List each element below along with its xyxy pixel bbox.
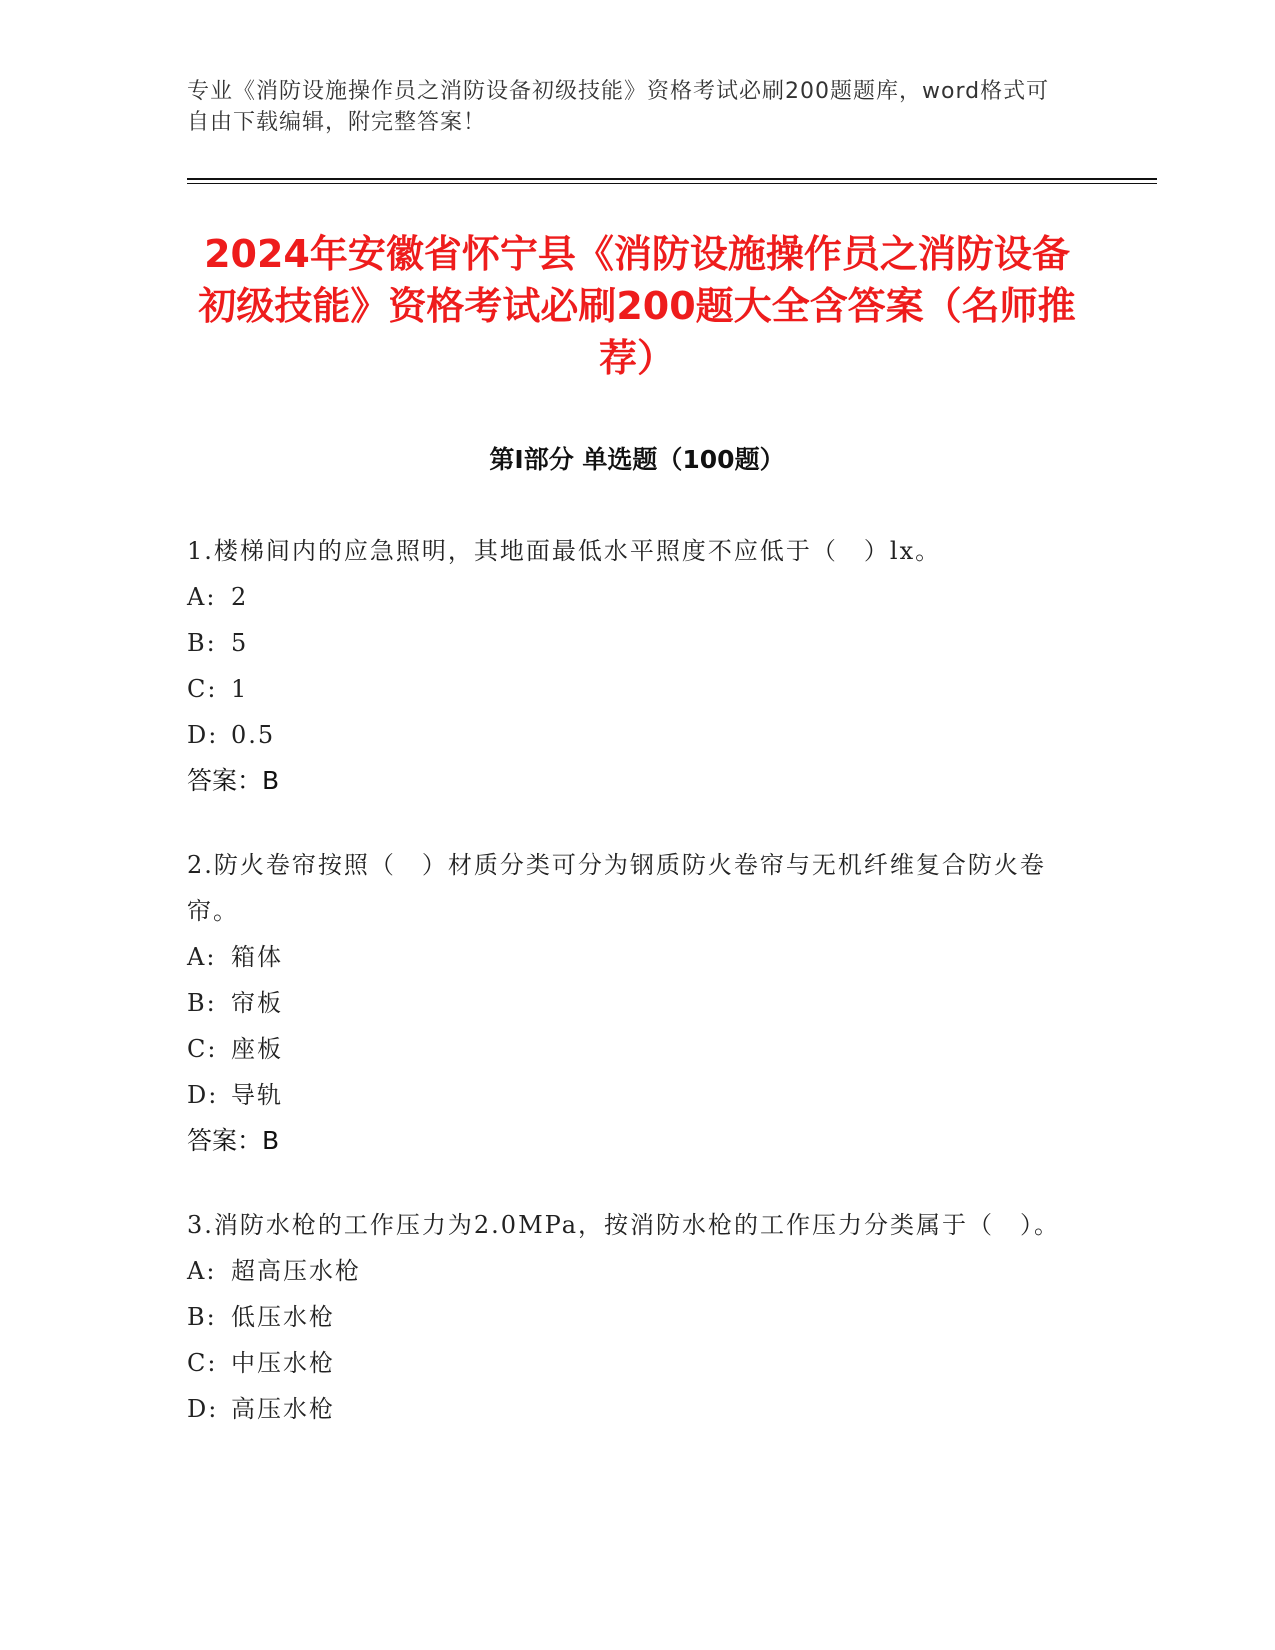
question-stem: 3.消防水枪的工作压力为2.0MPa，按消防水枪的工作压力分类属于（ ）。 xyxy=(187,1211,1061,1239)
section-title: 第Ⅰ部分 单选题（100题） xyxy=(489,445,785,474)
option-text: 2 xyxy=(231,583,249,611)
option-d xyxy=(187,1386,1067,1432)
option-c xyxy=(187,1340,1067,1386)
option-key: D: xyxy=(187,721,219,749)
question-stem: 1.楼梯间内的应急照明，其地面最低水平照度不应低于（ ）lx。 xyxy=(187,537,942,565)
header-divider-thin xyxy=(187,183,1157,184)
question-3 xyxy=(187,1202,1067,1432)
option-key: D: xyxy=(187,1395,219,1423)
option-key: C: xyxy=(187,1035,218,1063)
answer-line: 答案：B xyxy=(187,766,280,795)
option-text: 低压水枪 xyxy=(231,1303,335,1331)
option-a xyxy=(187,934,1067,980)
option-b xyxy=(187,1294,1067,1340)
option-text: 0.5 xyxy=(231,721,276,749)
question-stem: 2.防火卷帘按照（ ）材质分类可分为钢质防火卷帘与无机纤维复合防火卷帘。 xyxy=(187,851,1046,925)
option-b xyxy=(187,620,1067,666)
option-b xyxy=(187,980,1067,1026)
option-c xyxy=(187,666,1067,712)
option-key: A: xyxy=(187,1257,217,1285)
option-text: 5 xyxy=(231,629,249,657)
option-d xyxy=(187,712,1067,758)
option-key: D: xyxy=(187,1081,219,1109)
question-1 xyxy=(187,528,1067,804)
option-key: A: xyxy=(187,943,217,971)
option-text: 帘板 xyxy=(231,989,283,1017)
option-c xyxy=(187,1026,1067,1072)
option-text: 中压水枪 xyxy=(231,1349,335,1377)
option-key: A: xyxy=(187,583,217,611)
question-list xyxy=(187,528,1067,1470)
option-key: C: xyxy=(187,675,218,703)
option-key: B: xyxy=(187,629,217,657)
option-key: C: xyxy=(187,1349,218,1377)
option-text: 高压水枪 xyxy=(231,1395,335,1423)
option-d xyxy=(187,1072,1067,1118)
option-text: 超高压水枪 xyxy=(231,1257,361,1285)
option-a xyxy=(187,574,1067,620)
answer-line: 答案：B xyxy=(187,1126,280,1155)
option-text: 导轨 xyxy=(231,1081,283,1109)
option-text: 1 xyxy=(231,675,249,703)
header-divider-thick xyxy=(187,178,1157,180)
question-2 xyxy=(187,842,1067,1164)
header-note: 专业《消防设施操作员之消防设备初级技能》资格考试必刷200题题库，word格式可自由下载编辑，附完整答案！ xyxy=(187,79,1050,135)
option-a xyxy=(187,1248,1067,1294)
option-text: 箱体 xyxy=(231,943,283,971)
option-key: B: xyxy=(187,989,217,1017)
option-key: B: xyxy=(187,1303,217,1331)
document-title: 2024年安徽省怀宁县《消防设施操作员之消防设备初级技能》资格考试必刷200题大全含答案（名师推荐） xyxy=(198,232,1076,380)
option-text: 座板 xyxy=(231,1035,283,1063)
